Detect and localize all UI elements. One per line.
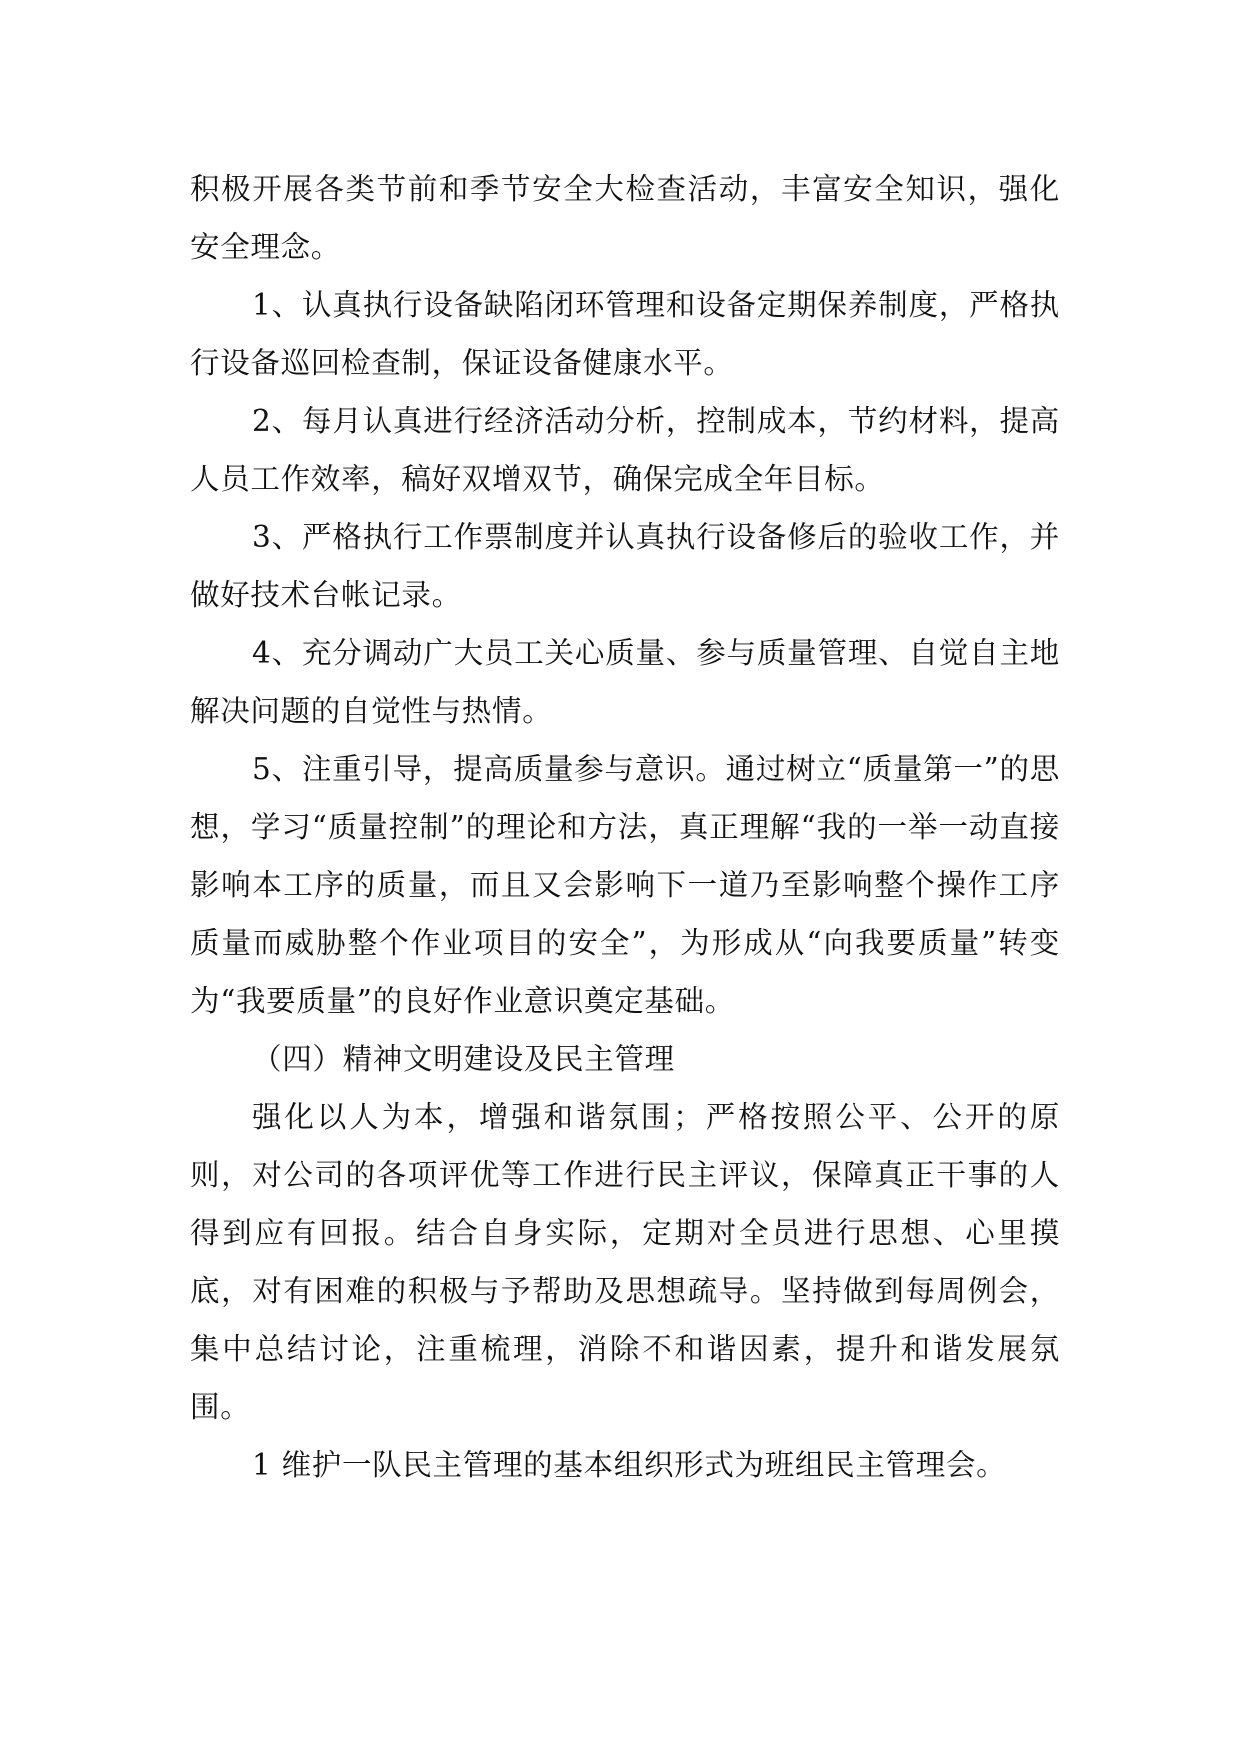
paragraph-democratic-management: 1 维护一队民主管理的基本组织形式为班组民主管理会。: [252, 1448, 1007, 1482]
paragraph-safety-inspection: 积极开展各类节前和季节安全大检查活动，丰富安全知识，强化安全理念。: [190, 172, 1060, 264]
paragraph-item-1: 1、认真执行设备缺陷闭环管理和设备定期保养制度，严格执行设备巡回检查制，保证设备健康水平。: [190, 288, 1060, 380]
document-body: [190, 160, 1060, 1494]
section-heading-four: （四）精神文明建设及民主管理: [252, 1042, 675, 1076]
paragraph-item-4: 4、充分调动广大员工关心质量、参与质量管理、自觉自主地解决问题的自觉性与热情。: [190, 636, 1060, 728]
paragraph-item-5: 5、注重引导，提高质量参与意识。通过树立“质量第一”的思想，学习“质量控制”的理论和方法，真正理解“我的一举一动直接影响本工序的质量，而且又会影响下一道乃至影响整个操作工序质量而威胁整个作业项目的安全”，为形成从“向我要质量”转变为“我要质量”的良好作业意识奠定基础。: [190, 752, 1060, 1018]
paragraph-harmony: 强化以人为本，增强和谐氛围；严格按照公平、公开的原则，对公司的各项评优等工作进行民主评议，保障真正干事的人得到应有回报。结合自身实际，定期对全员进行思想、心里摸底，对有困难的积极与予帮助及思想疏导。坚持做到每周例会，集中总结讨论，注重梳理，消除不和谐因素，提升和谐发展氛围。: [190, 1100, 1060, 1424]
paragraph-item-3: 3、严格执行工作票制度并认真执行设备修后的验收工作，并做好技术台帐记录。: [190, 520, 1060, 612]
paragraph-item-2: 2、每月认真进行经济活动分析，控制成本，节约材料，提高人员工作效率，稿好双增双节，确保完成全年目标。: [190, 404, 1060, 496]
